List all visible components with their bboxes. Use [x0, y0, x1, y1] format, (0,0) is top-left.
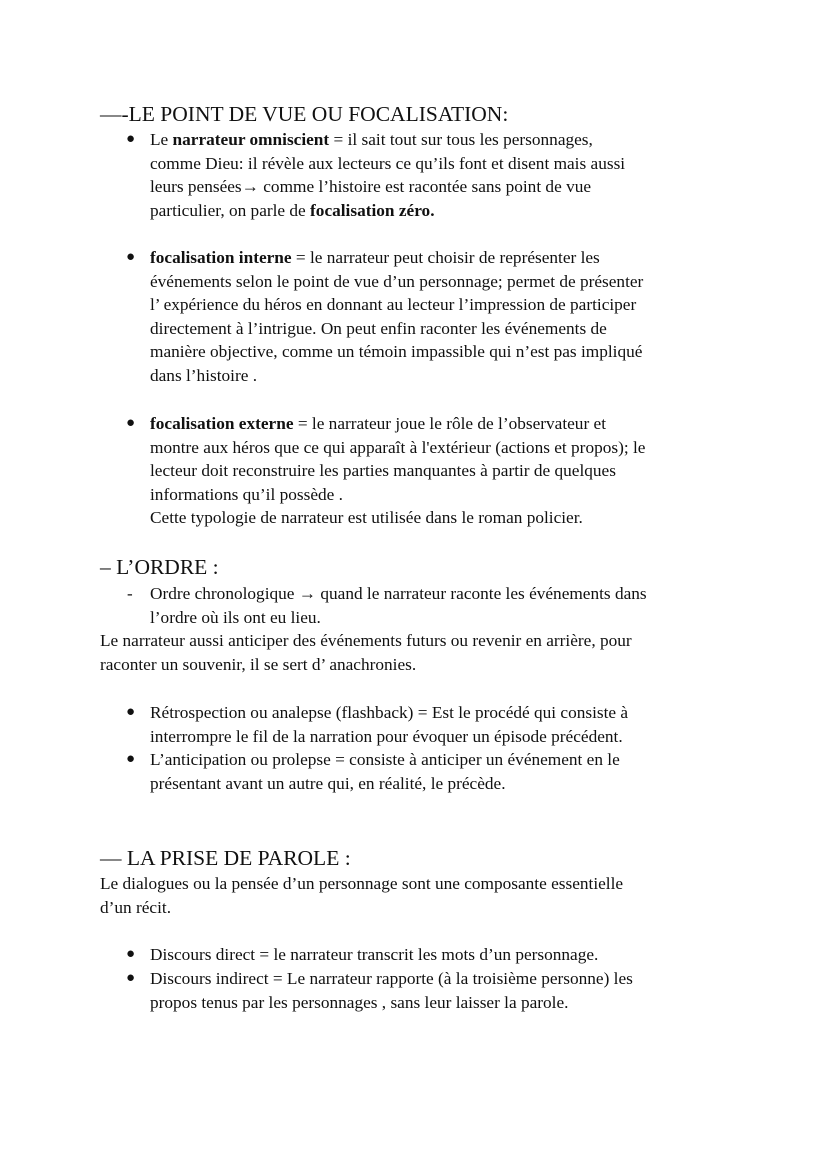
bold-term: focalisation externe — [150, 414, 294, 433]
text-line — [150, 748, 620, 772]
text-line — [150, 199, 435, 223]
text-line — [150, 459, 616, 483]
text-segment: Le — [150, 130, 173, 149]
bullet-icon: ● — [126, 970, 136, 986]
text-segment: événements selon le point de vue d’un personnage; permet de présenter — [150, 271, 644, 291]
text-segment: = le narrateur peut choisir de représenter les — [291, 248, 600, 267]
text-line — [100, 872, 623, 896]
text-line — [150, 483, 343, 507]
text-segment: = il sait tout sur tous les personnages, — [329, 130, 593, 149]
text-line — [150, 412, 606, 436]
text-segment: manière objective, comme un témoin impassible qui n’est pas impliqué — [150, 342, 643, 361]
text-line — [150, 991, 568, 1015]
bullet-icon: ● — [126, 131, 136, 147]
text-line — [150, 582, 647, 606]
text-line — [150, 725, 623, 749]
text-line — [150, 246, 600, 270]
text-line — [150, 293, 636, 317]
text-segment: = le narrateur joue le rôle de l’observateur et — [293, 414, 606, 433]
text-segment: d’un récit. — [100, 897, 172, 917]
text-line — [100, 629, 632, 653]
section-heading: – L’ORDRE : — [100, 555, 219, 579]
text-segment: Ordre chronologique → quand le narrateur raconte les événements dans — [150, 584, 647, 603]
text-segment: interrompre le fil de la narration pour évoquer un épisode précédent. — [150, 726, 623, 746]
text-segment: présentant avant un autre qui, en réalité, le précède. — [150, 773, 506, 793]
bullet-icon: ● — [126, 704, 136, 720]
bold-term: focalisation zéro. — [310, 200, 435, 220]
text-segment: L’anticipation ou prolepse = consiste à anticiper un événement en le — [150, 750, 620, 769]
text-segment: l’ordre où ils ont eu lieu. — [150, 607, 321, 627]
text-segment: informations qu’il possède . — [150, 484, 343, 504]
bold-term: focalisation interne — [150, 248, 292, 267]
bullet-icon: ● — [126, 946, 136, 962]
section-heading: —-LE POINT DE VUE OU FOCALISATION: — [100, 102, 509, 126]
bullet-icon: ● — [126, 751, 136, 767]
text-segment: Discours indirect = Le narrateur rapporte (à la troisième personne) les — [150, 969, 633, 988]
text-line — [150, 152, 625, 176]
text-segment: comme Dieu: il révèle aux lecteurs ce qu’ils font et disent mais aussi — [150, 153, 626, 173]
text-segment: directement à l’intrigue. On peut enfin raconter les événements de — [150, 318, 607, 338]
text-line — [150, 506, 583, 530]
text-segment: particulier, on parle de — [150, 200, 311, 220]
text-segment: propos tenus par les personnages , sans leur laisser la parole. — [150, 992, 569, 1012]
bullet-icon: ● — [126, 415, 136, 431]
text-segment: Le dialogues ou la pensée d’un personnage sont une composante essentielle — [100, 874, 624, 893]
section-heading: — LA PRISE DE PAROLE : — [100, 846, 351, 870]
text-segment: lecteur doit reconstruire les parties manquantes à partir de quelques — [150, 461, 616, 480]
text-line — [150, 270, 643, 294]
dash-marker: - — [127, 584, 133, 603]
text-line — [150, 340, 642, 364]
text-line — [100, 653, 416, 677]
text-line — [100, 896, 171, 920]
bullet-icon: ● — [126, 249, 136, 265]
text-segment: Discours direct = le narrateur transcrit les mots d’un personnage. — [150, 945, 599, 964]
text-line — [150, 943, 598, 967]
text-segment: l’ expérience du héros en donnant au lecteur l’impression de participer — [150, 295, 637, 314]
text-line — [150, 701, 628, 725]
text-segment: Rétrospection ou analepse (flashback) = Est le procédé qui consiste à — [150, 703, 629, 722]
text-segment: leurs pensées→ comme l’histoire est racontée sans point de vue — [150, 177, 592, 196]
text-line — [150, 606, 321, 630]
text-line — [150, 436, 645, 460]
text-line — [150, 128, 593, 152]
text-line — [150, 364, 257, 388]
bold-term: narrateur omniscient — [172, 130, 330, 149]
text-segment: montre aux héros que ce qui apparaît à l'extérieur (actions et propos); le — [150, 437, 646, 457]
text-segment: dans l’histoire . — [150, 365, 258, 385]
text-line — [150, 772, 506, 796]
text-line — [150, 967, 633, 991]
text-segment: raconter un souvenir, il se sert d’ anachronies. — [100, 654, 417, 674]
text-segment: Le narrateur aussi anticiper des événements futurs ou revenir en arrière, pour — [100, 631, 632, 650]
text-line — [150, 317, 607, 341]
text-line — [150, 175, 591, 199]
text-segment: Cette typologie de narrateur est utilisée dans le roman policier. — [150, 508, 583, 527]
